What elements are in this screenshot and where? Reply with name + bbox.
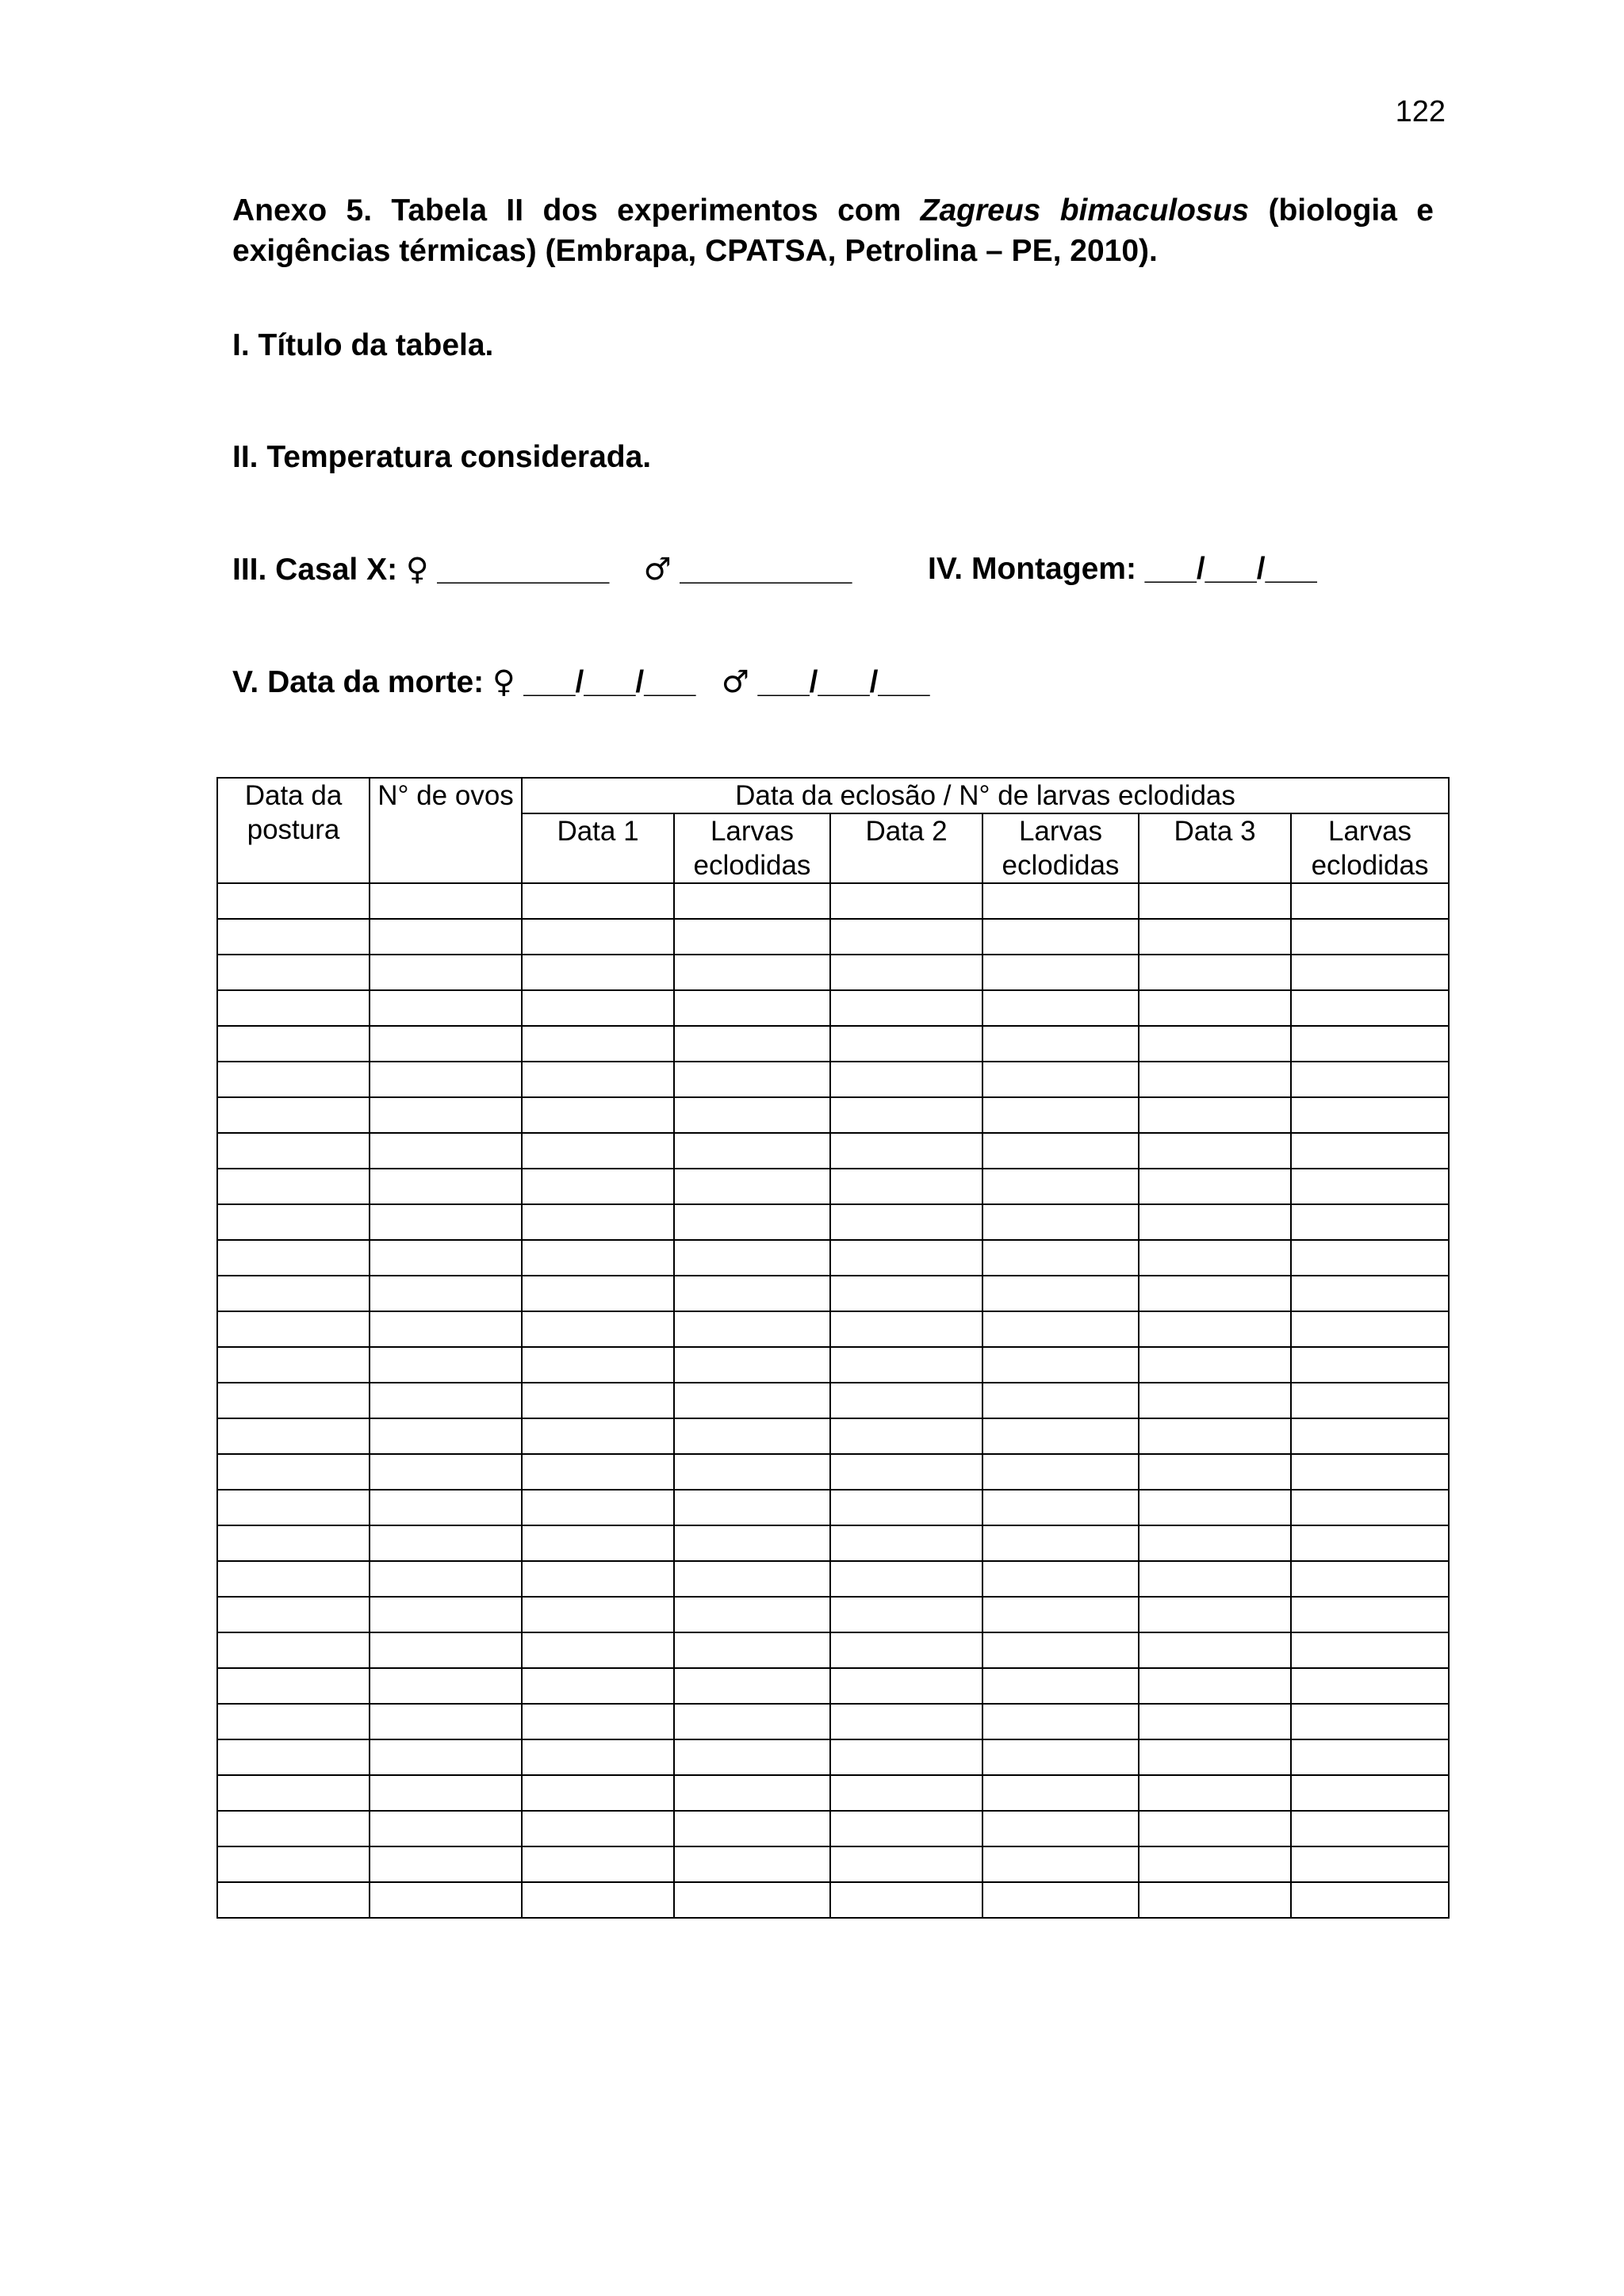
table-cell: [1291, 1311, 1449, 1347]
table-cell: [522, 1383, 674, 1418]
table-cell: [982, 1204, 1139, 1240]
table-row: [217, 1668, 1449, 1704]
header-data-3: Data 3: [1139, 813, 1291, 883]
table-cell: [674, 1846, 830, 1882]
table-cell: [1139, 1846, 1291, 1882]
table-cell: [1139, 1775, 1291, 1811]
table-cell: [522, 1775, 674, 1811]
table-cell: [217, 1561, 370, 1597]
field-temperatura: II. Temperatura considerada.: [232, 440, 652, 474]
table-cell: [1291, 1240, 1449, 1276]
table-cell: [217, 1383, 370, 1418]
table-cell: [1291, 1454, 1449, 1490]
header-data-2: Data 2: [830, 813, 982, 883]
table-cell: [1139, 1418, 1291, 1454]
table-cell: [370, 1454, 522, 1490]
table-cell: [522, 1276, 674, 1311]
table-cell: [217, 1133, 370, 1169]
table-cell: [982, 1882, 1139, 1918]
table-cell: [830, 955, 982, 990]
table-cell: [1139, 883, 1291, 919]
table-cell: [674, 1240, 830, 1276]
table-cell: [982, 919, 1139, 955]
table-cell: [982, 1097, 1139, 1133]
table-cell: [217, 1240, 370, 1276]
table-row: [217, 1632, 1449, 1668]
table-cell: [1291, 1525, 1449, 1561]
table-cell: [1139, 919, 1291, 955]
table-cell: [1139, 1383, 1291, 1418]
table-cell: [217, 1454, 370, 1490]
table-cell: [370, 1347, 522, 1383]
table-cell: [370, 1204, 522, 1240]
species-name: Zagreus bimaculosus: [920, 193, 1250, 228]
table-cell: [217, 1632, 370, 1668]
table-cell: [830, 1739, 982, 1775]
table-cell: [522, 1525, 674, 1561]
table-cell: [1139, 1454, 1291, 1490]
table-cell: [1139, 1276, 1291, 1311]
table-row: [217, 1204, 1449, 1240]
header-group-eclosao: Data da eclosão / N° de larvas eclodidas: [522, 778, 1449, 813]
table-cell: [1291, 1097, 1449, 1133]
table-row: [217, 1383, 1449, 1418]
table-cell: [217, 1169, 370, 1204]
table-cell: [370, 1276, 522, 1311]
table-cell: [1291, 1775, 1449, 1811]
table-cell: [830, 1276, 982, 1311]
table-cell: [522, 1097, 674, 1133]
table-cell: [830, 1311, 982, 1347]
table-cell: [1291, 1739, 1449, 1775]
table-cell: [1139, 1632, 1291, 1668]
table-row: [217, 1739, 1449, 1775]
table-cell: [370, 1811, 522, 1846]
table-cell: [1139, 955, 1291, 990]
table-cell: [370, 883, 522, 919]
table-cell: [674, 1882, 830, 1918]
table-cell: [1291, 1204, 1449, 1240]
table-cell: [1291, 1811, 1449, 1846]
table-cell: [522, 1882, 674, 1918]
table-cell: [830, 1775, 982, 1811]
table-cell: [522, 1739, 674, 1775]
table-cell: [522, 1026, 674, 1062]
table-cell: [522, 955, 674, 990]
table-cell: [522, 1454, 674, 1490]
table-cell: [830, 1704, 982, 1739]
table-row: [217, 1169, 1449, 1204]
table-cell: [217, 1062, 370, 1097]
table-cell: [982, 1276, 1139, 1311]
table-cell: [1291, 1133, 1449, 1169]
table-cell: [982, 1846, 1139, 1882]
table-cell: [982, 1026, 1139, 1062]
table-cell: [982, 1418, 1139, 1454]
document-heading: [232, 190, 1434, 271]
casal-female-blank: __________: [428, 553, 610, 587]
header-larvas-1: Larvas eclodidas: [674, 813, 830, 883]
table-cell: [674, 1097, 830, 1133]
table-cell: [830, 1846, 982, 1882]
table-cell: [830, 1525, 982, 1561]
table-row: [217, 1418, 1449, 1454]
table-cell: [674, 1775, 830, 1811]
table-cell: [982, 1311, 1139, 1347]
table-cell: [982, 883, 1139, 919]
header-larvas-3: Larvas eclodidas: [1291, 813, 1449, 883]
table-cell: [217, 1097, 370, 1133]
table-cell: [1291, 1347, 1449, 1383]
table-cell: [982, 1525, 1139, 1561]
table-cell: [674, 1418, 830, 1454]
table-cell: [982, 1561, 1139, 1597]
table-cell: [522, 990, 674, 1026]
table-cell: [370, 1383, 522, 1418]
table-cell: [1291, 1276, 1449, 1311]
table-cell: [370, 1169, 522, 1204]
casal-label: III. Casal X:: [232, 553, 406, 587]
table-row: [217, 1276, 1449, 1311]
table-row: [217, 1133, 1449, 1169]
table-cell: [674, 883, 830, 919]
table-cell: [1139, 1311, 1291, 1347]
table-cell: [1139, 1062, 1291, 1097]
table-cell: [217, 883, 370, 919]
table-cell: [217, 1704, 370, 1739]
table-row: [217, 1240, 1449, 1276]
table-cell: [370, 1418, 522, 1454]
table-cell: [830, 1240, 982, 1276]
table-row: [217, 1882, 1449, 1918]
table-cell: [830, 1561, 982, 1597]
table-cell: [370, 955, 522, 990]
table-cell: [217, 1597, 370, 1632]
table-cell: [1139, 1525, 1291, 1561]
table-cell: [830, 1597, 982, 1632]
table-cell: [982, 1240, 1139, 1276]
table-cell: [217, 1739, 370, 1775]
table-cell: [1139, 1240, 1291, 1276]
table-cell: [1139, 1347, 1291, 1383]
table-cell: [1139, 1490, 1291, 1525]
table-cell: [1291, 1882, 1449, 1918]
table-cell: [674, 1632, 830, 1668]
male-symbol-icon: ♂: [643, 552, 672, 587]
table-cell: [830, 919, 982, 955]
table-cell: [982, 1347, 1139, 1383]
table-cell: [217, 1525, 370, 1561]
table-cell: [982, 1704, 1139, 1739]
table-row: [217, 1454, 1449, 1490]
table-row: [217, 883, 1449, 919]
table-cell: [217, 1490, 370, 1525]
table-row: [217, 1097, 1449, 1133]
table-row: [217, 955, 1449, 990]
table-cell: [217, 1347, 370, 1383]
heading-prefix: Anexo 5. Tabela II dos experimentos com: [232, 193, 921, 228]
table-cell: [674, 1597, 830, 1632]
field-titulo: I. Título da tabela.: [232, 328, 494, 362]
table-row: [217, 1775, 1449, 1811]
table-cell: [217, 919, 370, 955]
table-cell: [370, 1525, 522, 1561]
table-cell: [217, 1811, 370, 1846]
table-cell: [1291, 1632, 1449, 1668]
table-cell: [370, 1846, 522, 1882]
table-row: [217, 1525, 1449, 1561]
table-cell: [830, 1811, 982, 1846]
morte-male-blank: ___/___/___: [749, 665, 930, 699]
header-data-postura: Data da postura: [217, 778, 370, 883]
table-cell: [1139, 1668, 1291, 1704]
table-cell: [1139, 1597, 1291, 1632]
table-cell: [1291, 1418, 1449, 1454]
table-cell: [370, 1561, 522, 1597]
table-cell: [217, 1882, 370, 1918]
table-row: [217, 1561, 1449, 1597]
table-cell: [1139, 990, 1291, 1026]
table-cell: [830, 1169, 982, 1204]
table-cell: [674, 1739, 830, 1775]
table-row: [217, 1811, 1449, 1846]
table-cell: [674, 1311, 830, 1347]
table-cell: [830, 1097, 982, 1133]
table-cell: [522, 1490, 674, 1525]
table-row: [217, 1062, 1449, 1097]
table-cell: [982, 1668, 1139, 1704]
table-cell: [674, 1490, 830, 1525]
table-cell: [217, 1846, 370, 1882]
table-cell: [1291, 1561, 1449, 1597]
table-cell: [1139, 1561, 1291, 1597]
field-casal: [232, 552, 852, 587]
table-cell: [674, 1704, 830, 1739]
table-cell: [370, 1240, 522, 1276]
table-cell: [674, 1133, 830, 1169]
table-cell: [982, 955, 1139, 990]
table-cell: [830, 1204, 982, 1240]
table-row: [217, 1597, 1449, 1632]
table-cell: [370, 1597, 522, 1632]
table-cell: [830, 1062, 982, 1097]
table-cell: [830, 1454, 982, 1490]
table-cell: [1291, 1062, 1449, 1097]
table-cell: [674, 955, 830, 990]
table-cell: [1139, 1026, 1291, 1062]
table-cell: [370, 1490, 522, 1525]
table-cell: [522, 1169, 674, 1204]
table-cell: [1291, 990, 1449, 1026]
table-row: [217, 1704, 1449, 1739]
table-cell: [522, 1418, 674, 1454]
table-cell: [982, 1632, 1139, 1668]
table-cell: [522, 1347, 674, 1383]
table-cell: [1139, 1882, 1291, 1918]
table-cell: [982, 1490, 1139, 1525]
header-n-ovos: N° de ovos: [370, 778, 522, 883]
table-cell: [830, 1418, 982, 1454]
table-cell: [370, 1882, 522, 1918]
table-cell: [982, 1739, 1139, 1775]
table-cell: [982, 1133, 1139, 1169]
table-cell: [370, 1311, 522, 1347]
table-cell: [830, 883, 982, 919]
male-symbol-icon: ♂: [721, 664, 749, 700]
table-cell: [830, 1026, 982, 1062]
table-row: [217, 1311, 1449, 1347]
table-cell: [830, 1133, 982, 1169]
table-cell: [674, 919, 830, 955]
table-cell: [1291, 1169, 1449, 1204]
table-cell: [830, 1632, 982, 1668]
heading-suffix: (biologia e exigências térmicas) (Embrapa, CPATSA, Petrolina – PE, 2010).: [232, 193, 1434, 268]
table-cell: [674, 1062, 830, 1097]
field-montagem: IV. Montagem: ___/___/___: [928, 552, 1317, 586]
table-cell: [370, 1668, 522, 1704]
table-cell: [370, 1739, 522, 1775]
table-cell: [674, 1276, 830, 1311]
table-cell: [674, 1668, 830, 1704]
header-larvas-2: Larvas eclodidas: [982, 813, 1139, 883]
table-cell: [830, 1882, 982, 1918]
table-cell: [522, 1311, 674, 1347]
table-cell: [370, 1632, 522, 1668]
header-data-1: Data 1: [522, 813, 674, 883]
table-row: [217, 919, 1449, 955]
table-cell: [982, 1775, 1139, 1811]
table-row: [217, 1026, 1449, 1062]
table-cell: [522, 1668, 674, 1704]
table-cell: [217, 1311, 370, 1347]
table-cell: [1291, 1668, 1449, 1704]
table-row: [217, 990, 1449, 1026]
table-cell: [674, 1347, 830, 1383]
table-cell: [1139, 1811, 1291, 1846]
table-cell: [1291, 1597, 1449, 1632]
page-number: 122: [1395, 95, 1446, 128]
table-cell: [1291, 1383, 1449, 1418]
table-cell: [982, 1454, 1139, 1490]
table-cell: [522, 1597, 674, 1632]
table-cell: [830, 990, 982, 1026]
casal-male-blank: __________: [671, 553, 852, 587]
table-cell: [217, 1026, 370, 1062]
table-cell: [674, 990, 830, 1026]
table-cell: [830, 1668, 982, 1704]
table-row: [217, 1490, 1449, 1525]
table-cell: [370, 1775, 522, 1811]
table-cell: [1291, 883, 1449, 919]
table-cell: [522, 1133, 674, 1169]
table-row: [217, 1347, 1449, 1383]
table-cell: [217, 1276, 370, 1311]
table-cell: [217, 1668, 370, 1704]
table-cell: [674, 1525, 830, 1561]
table-cell: [522, 1240, 674, 1276]
table-cell: [1139, 1704, 1291, 1739]
table-cell: [1291, 1490, 1449, 1525]
table-cell: [370, 1704, 522, 1739]
table-cell: [982, 990, 1139, 1026]
table-cell: [1139, 1204, 1291, 1240]
table-cell: [522, 883, 674, 919]
table-cell: [830, 1347, 982, 1383]
table-cell: [522, 919, 674, 955]
female-symbol-icon: ♀: [492, 664, 515, 700]
female-symbol-icon: ♀: [405, 552, 429, 587]
table-cell: [982, 1811, 1139, 1846]
table-cell: [370, 1026, 522, 1062]
table-cell: [522, 1062, 674, 1097]
table-cell: [217, 955, 370, 990]
data-table: [216, 777, 1450, 1919]
field-data-morte: [232, 664, 930, 700]
table-cell: [1139, 1169, 1291, 1204]
morte-label: V. Data da morte:: [232, 665, 492, 699]
table-cell: [217, 1775, 370, 1811]
table-cell: [982, 1062, 1139, 1097]
table-cell: [674, 1204, 830, 1240]
table-cell: [674, 1383, 830, 1418]
table-cell: [217, 1204, 370, 1240]
table-cell: [522, 1846, 674, 1882]
table-cell: [982, 1169, 1139, 1204]
table-cell: [370, 1133, 522, 1169]
morte-female-blank: ___/___/___: [515, 665, 696, 699]
table-cell: [522, 1811, 674, 1846]
table-cell: [674, 1811, 830, 1846]
table-cell: [1291, 1704, 1449, 1739]
table-cell: [830, 1490, 982, 1525]
table-cell: [674, 1454, 830, 1490]
table-header-row: [217, 778, 1449, 813]
table-cell: [370, 990, 522, 1026]
table-cell: [370, 1062, 522, 1097]
table-cell: [370, 1097, 522, 1133]
table-cell: [674, 1026, 830, 1062]
table-body: [217, 883, 1449, 1918]
table-cell: [217, 1418, 370, 1454]
table-cell: [982, 1383, 1139, 1418]
table-cell: [522, 1204, 674, 1240]
table-cell: [674, 1561, 830, 1597]
table-cell: [522, 1561, 674, 1597]
table-cell: [1139, 1133, 1291, 1169]
table-cell: [982, 1597, 1139, 1632]
table-cell: [1139, 1739, 1291, 1775]
table-cell: [1139, 1097, 1291, 1133]
table-cell: [830, 1383, 982, 1418]
table-cell: [522, 1704, 674, 1739]
table-cell: [1291, 1846, 1449, 1882]
table-cell: [1291, 955, 1449, 990]
table-cell: [1291, 919, 1449, 955]
table-cell: [522, 1632, 674, 1668]
table-cell: [1291, 1026, 1449, 1062]
table-cell: [674, 1169, 830, 1204]
table-cell: [217, 990, 370, 1026]
table-row: [217, 1846, 1449, 1882]
table-cell: [370, 919, 522, 955]
